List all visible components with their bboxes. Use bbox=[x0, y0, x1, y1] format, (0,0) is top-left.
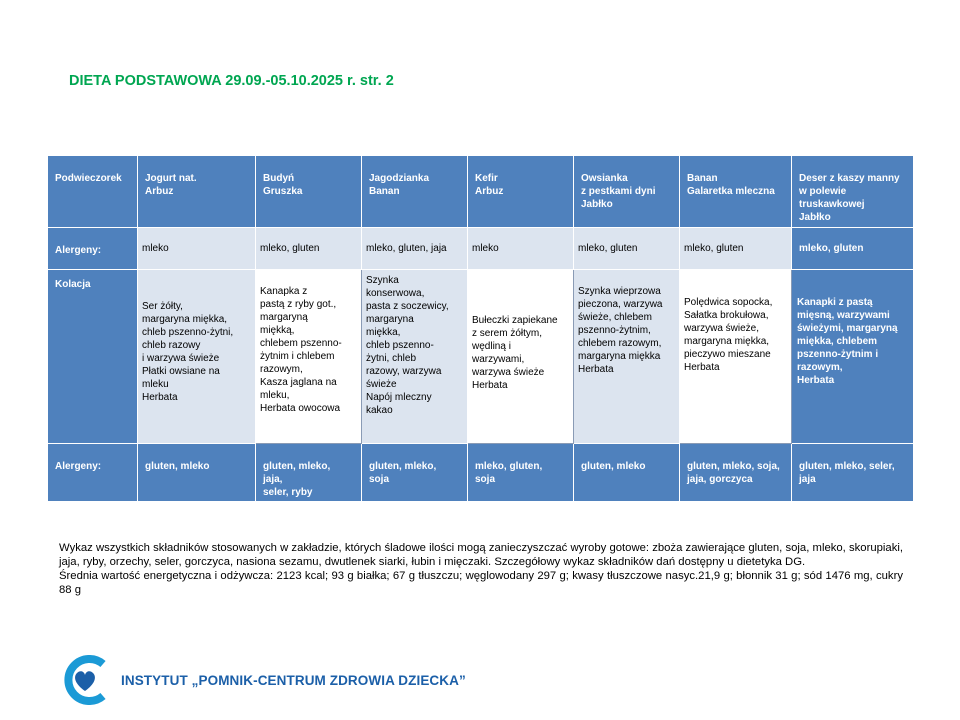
cell-line: Galaretka mleczna bbox=[687, 186, 775, 197]
table-cell bbox=[468, 156, 574, 228]
table-cell bbox=[792, 270, 914, 444]
cell-line: Herbata bbox=[142, 392, 178, 403]
cell-line: Ser żółty, bbox=[142, 301, 183, 312]
cell-line: gluten, mleko bbox=[145, 461, 210, 472]
table-cell bbox=[256, 156, 362, 228]
table-cell bbox=[468, 444, 574, 502]
table-row-alergeny-kolacja bbox=[48, 444, 914, 502]
cell-line: i warzywa świeże bbox=[142, 353, 220, 364]
cell-line: razowym, bbox=[797, 362, 843, 373]
cell-line: Jogurt nat. bbox=[145, 173, 197, 184]
cell-line: margaryna bbox=[366, 314, 414, 325]
cell-line: Budyń bbox=[263, 173, 295, 184]
cell-line: Deser z kaszy manny bbox=[799, 173, 900, 184]
cell-line: jaja, bbox=[263, 474, 283, 485]
cell-line: Arbuz bbox=[475, 186, 504, 197]
cell-line: razowym, bbox=[260, 364, 303, 375]
cell-line: Herbata bbox=[797, 375, 835, 386]
cell-line: Sałatka brokułowa, bbox=[684, 310, 769, 321]
cell-line: miękką, bbox=[260, 325, 295, 336]
cell-line: konserwowa, bbox=[366, 288, 425, 299]
cell-line: soja bbox=[369, 474, 390, 485]
cell-line: Herbata bbox=[684, 362, 720, 373]
cell-line: mleko bbox=[472, 243, 499, 254]
cell-line: miękka, bbox=[366, 327, 401, 338]
cell-line: Jabłko bbox=[799, 212, 831, 223]
allergen-notice: Wykaz wszystkich składników stosowanych w zakładzie, których śladowe ilości mogą zanieczyszczać wyroby gotowe: zboża zawierające gluten, soja, mleko, skorupiaki, jaja, ryby, orzechy, seler, gorczyca, nasiona sezamu, dwutlenek siarki, łubin i mięczaki. Szczegółowy wykaz składników dań dostępny u dietetyka DG. bbox=[59, 542, 903, 568]
logo-text: INSTYTUT „POMNIK-CENTRUM ZDROWIA DZIECKA” bbox=[121, 673, 466, 688]
cell-line: gluten, mleko bbox=[581, 461, 646, 472]
table-cell bbox=[680, 270, 792, 444]
table-row-kolacja bbox=[48, 270, 914, 444]
cell-line: Owsianka bbox=[581, 173, 628, 184]
table-cell bbox=[574, 444, 680, 502]
cell-line: Jagodzianka bbox=[369, 173, 430, 184]
table-cell bbox=[574, 156, 680, 228]
footer-notes bbox=[59, 541, 903, 597]
cell-line: chlebem razowym, bbox=[578, 338, 662, 349]
cell-line: razowy, warzywa bbox=[366, 366, 442, 377]
table-cell bbox=[138, 228, 256, 270]
cell-line: Herbata bbox=[472, 380, 508, 391]
cell-line: pasta z soczewicy, bbox=[366, 301, 449, 312]
table-cell bbox=[138, 270, 256, 444]
cell-line: margaryną bbox=[260, 312, 308, 323]
cell-line: Płatki owsiane na bbox=[142, 366, 220, 377]
cell-line: miękka, chlebem bbox=[797, 336, 878, 347]
table-cell bbox=[792, 444, 914, 502]
cell-line: margaryna miękka bbox=[578, 351, 661, 362]
cell-line: Gruszka bbox=[263, 186, 303, 197]
cell-line: Kanapki z pastą bbox=[797, 297, 873, 308]
table-cell bbox=[256, 228, 362, 270]
cell-line: warzywa świeże bbox=[472, 367, 545, 378]
row-label: Alergeny: bbox=[48, 444, 138, 502]
cell-line: Herbata bbox=[578, 364, 614, 375]
row-label: Kolacja bbox=[48, 270, 138, 444]
cell-line: wędliną i bbox=[472, 341, 511, 352]
cell-line: gluten, mleko, soja, bbox=[687, 461, 780, 472]
row-label: Alergeny: bbox=[48, 228, 138, 270]
table-cell bbox=[792, 156, 914, 228]
table-cell bbox=[468, 270, 574, 444]
table-cell bbox=[362, 444, 468, 502]
cell-line: Jabłko bbox=[581, 199, 613, 210]
institute-logo bbox=[57, 655, 466, 705]
cell-line: margaryna miękka, bbox=[684, 336, 770, 347]
cell-line: margaryna miękka, bbox=[142, 314, 228, 325]
cell-line: mleko, gluten bbox=[260, 243, 320, 254]
cell-line: żytnim i chlebem bbox=[260, 351, 335, 362]
cell-line: jaja bbox=[799, 474, 816, 485]
cell-line: gluten, mleko, bbox=[369, 461, 437, 472]
cell-line: seler, ryby bbox=[263, 487, 313, 498]
cell-line: pieczywo mieszane bbox=[684, 349, 771, 360]
table-cell bbox=[256, 444, 362, 502]
table-cell bbox=[362, 156, 468, 228]
table-cell bbox=[680, 444, 792, 502]
cell-line: Polędwica sopocka, bbox=[684, 297, 773, 308]
cell-line: Kanapka z bbox=[260, 286, 308, 297]
page-title: DIETA PODSTAWOWA 29.09.-05.10.2025 r. str. 2 bbox=[69, 73, 394, 89]
cell-line: mleko, gluten bbox=[799, 243, 864, 254]
cell-line: gluten, mleko, seler, bbox=[799, 461, 895, 472]
cell-line: żytni, chleb bbox=[366, 353, 417, 364]
table-cell bbox=[468, 228, 574, 270]
cell-line: Bułeczki zapiekane bbox=[472, 315, 558, 326]
cell-line: warzywami, bbox=[472, 354, 525, 365]
cell-line: warzywa świeże, bbox=[684, 323, 760, 334]
cell-line: Napój mleczny bbox=[366, 392, 432, 403]
cell-line: mleko, gluten bbox=[578, 243, 638, 254]
cell-line: chlebem pszenno- bbox=[260, 338, 342, 349]
table-cell bbox=[362, 228, 468, 270]
table-cell bbox=[574, 228, 680, 270]
table-cell bbox=[792, 228, 914, 270]
cell-line: mleko, gluten, bbox=[475, 461, 543, 472]
cell-line: soja bbox=[475, 474, 496, 485]
cell-line: pastą z ryby got., bbox=[260, 299, 337, 310]
cell-line: Banan bbox=[687, 173, 718, 184]
cell-line: Szynka bbox=[366, 275, 399, 286]
cell-line: Kasza jaglana na bbox=[260, 377, 337, 388]
cell-line: mleku, bbox=[260, 390, 290, 401]
table-cell bbox=[574, 270, 680, 444]
table-cell bbox=[138, 444, 256, 502]
table-cell bbox=[680, 156, 792, 228]
cell-line: jaja, gorczyca bbox=[687, 474, 753, 485]
cell-line: Kefir bbox=[475, 173, 498, 184]
cell-line: mleko bbox=[142, 243, 169, 254]
cell-line: świeże bbox=[366, 379, 397, 390]
cell-line: świeże, chlebem bbox=[578, 312, 652, 323]
cell-line: gluten, mleko, bbox=[263, 461, 331, 472]
cell-line: Arbuz bbox=[145, 186, 174, 197]
cell-line: mleku bbox=[142, 379, 169, 390]
diet-table bbox=[47, 155, 914, 502]
cell-line: pieczona, warzywa bbox=[578, 299, 663, 310]
cell-line: chleb razowy bbox=[142, 340, 201, 351]
cell-line: pszenno-żytnim, bbox=[578, 325, 651, 336]
cell-line: mięsną, warzywami bbox=[797, 310, 890, 321]
cell-line: Szynka wieprzowa bbox=[578, 286, 661, 297]
cell-line: pszenno-żytnim i bbox=[797, 349, 879, 360]
cell-line: Herbata owocowa bbox=[260, 403, 341, 414]
table-cell bbox=[138, 156, 256, 228]
row-label: Podwieczorek bbox=[48, 156, 138, 228]
cell-line: Banan bbox=[369, 186, 400, 197]
cell-line: w polewie bbox=[799, 186, 847, 197]
cell-line: kakao bbox=[366, 405, 393, 416]
nutrition-summary: Średnia wartość energetyczna i odżywcza: 2123 kcal; 93 g białka; 67 g tłuszczu; węglowodany 297 g; kwasy tłuszczowe nasyc.21,9 g; błonnik 31 g; sód 1476 mg, cukry 88 g bbox=[59, 570, 903, 596]
table-row-alergeny bbox=[48, 228, 914, 270]
heart-ring-logo-icon bbox=[57, 655, 115, 705]
table-row-podwieczorek bbox=[48, 156, 914, 228]
cell-line: z pestkami dyni bbox=[581, 186, 656, 197]
cell-line: truskawkowej bbox=[799, 199, 865, 210]
table-cell bbox=[680, 228, 792, 270]
cell-line: chleb pszenno- bbox=[366, 340, 434, 351]
table-cell bbox=[256, 270, 362, 444]
cell-line: świeżymi, margaryną bbox=[797, 323, 898, 334]
cell-line: z serem żółtym, bbox=[472, 328, 543, 339]
cell-line: mleko, gluten bbox=[684, 243, 744, 254]
table-cell bbox=[362, 270, 468, 444]
cell-line: mleko, gluten, jaja bbox=[366, 243, 447, 254]
cell-line: chleb pszenno-żytni, bbox=[142, 327, 234, 338]
